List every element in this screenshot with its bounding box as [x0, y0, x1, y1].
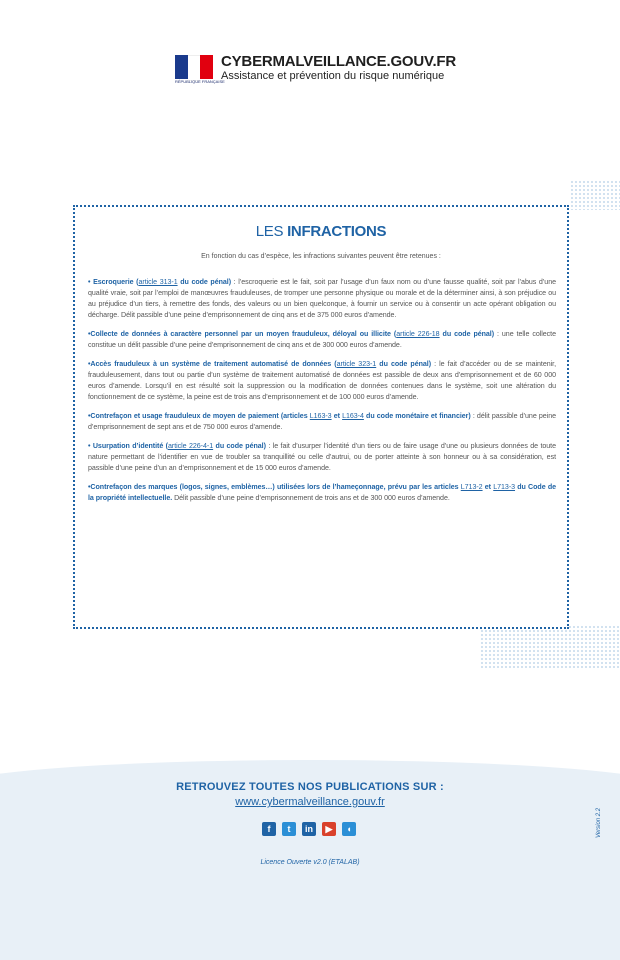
article-link[interactable]: L713-2 [460, 483, 483, 491]
entry-body: Délit passible d’une peine d’emprisonnement de trois ans et de 300 000 euros d’amende. [172, 494, 450, 502]
entry-lead: • Usurpation d’identité ( [88, 442, 168, 450]
entry-lead: •Accès frauduleux à un système de traitement automatisé de données ( [88, 360, 337, 368]
article-link[interactable]: article 313-1 [138, 278, 178, 286]
entries-list [88, 277, 556, 512]
version-label: Version 2.2 [596, 807, 602, 838]
marianne-logo [175, 55, 213, 79]
entry-lead-end: du code pénal) [213, 442, 266, 450]
title-bold: INFRACTIONS [287, 223, 387, 240]
republic-caption: RÉPUBLIQUE FRANÇAISE [175, 79, 225, 84]
entry-lead: •Contrefaçon et usage frauduleux de moyen de paiement (articles [88, 412, 310, 420]
box-title [75, 223, 567, 240]
entry-body: : le fait d’usurper l’identité d’un tiers ou de faire usage d’une ou plusieurs données de toute nature permettant de l’identifier en vue de troubler sa tranquillité ou celle d’autrui, ou de porter atteinte à son honneur ou à sa considération, est passible d’une peine d’un an d’emprisonnement et de 15 000 euros d’amende. [88, 442, 556, 472]
entry-lead: •Contrefaçon des marques (logos, signes, emblèmes…) utilisées lors de l’hameçonnage, prévu par les articles [88, 483, 461, 491]
infractions-box [73, 205, 569, 629]
social-links [262, 822, 356, 836]
facebook-icon[interactable]: f [262, 822, 276, 836]
entry-lead-mid: et [331, 412, 343, 420]
article-link[interactable]: L163-3 [309, 412, 332, 420]
brand-name: CYBERMALVEILLANCE.GOUV.FR [221, 53, 457, 70]
brand-tagline: Assistance et prévention du risque numérique [221, 70, 445, 82]
entry-escroquerie [88, 277, 556, 321]
site-header [175, 53, 475, 85]
entry-lead-end: du Code de la propriété intellectuelle. [88, 483, 556, 502]
article-link[interactable]: article 323-1 [336, 360, 377, 368]
entry-body: : délit passible d’une peine d’emprisonnement de sept ans et de 750 000 euros d’amende. [88, 412, 556, 431]
entry-lead-end: du code monétaire et financier) [363, 412, 471, 420]
entry-lead: • Escroquerie ( [88, 278, 139, 286]
dot-pattern [570, 180, 620, 210]
twitter-icon[interactable]: t [282, 822, 296, 836]
article-link[interactable]: article 226-18 [396, 330, 440, 338]
article-link[interactable]: L163-4 [342, 412, 364, 420]
linkedin-icon[interactable]: in [302, 822, 316, 836]
entry-body: : l’escroquerie est le fait, soit par l’usage d’un faux nom ou d’une fausse qualité, soit par l’abus d’une qualité vraie, soit par l’emploi de manœuvres frauduleuses, de tromper une personne physique ou morale et de la déterminer ainsi, à son préjudice ou au préjudice d’un tiers, à remettre des fonds, des valeurs ou un bien quelconque, à fournir un service ou à consentir un acte opérant obligation ou décharge. Délit passible d’une peine d’emprisonnement de cinq ans et de 375 000 euros d’amende. [88, 278, 556, 319]
entry-body: : le fait d’accéder ou de se maintenir, frauduleusement, dans tout ou partie d’un système de traitement automatisé de données est passible de deux ans d’emprisonnement et de 60 000 euros d’amende. Lorsqu’il en est résulté soit la suppression ou la modification de données contenues dans le système, soit une altération du fonctionnement de ce système, la peine est de trois ans d’emprisonnement et de 100 000 euros d’amende. [88, 360, 556, 401]
rss-icon[interactable]: ◖ [342, 822, 356, 836]
entry-lead-end: du code pénal) [439, 330, 495, 338]
entry-body: : une telle collecte constitue un délit passible d’une peine d’emprisonnement de cinq ans et de 300 000 euros d’amende. [88, 330, 556, 349]
box-intro: En fonction du cas d’espèce, les infractions suivantes peuvent être retenues : [201, 253, 441, 260]
title-light: LES [255, 223, 288, 240]
entry-usurpation [88, 441, 556, 474]
dot-pattern [480, 625, 620, 670]
entry-lead-end: du code pénal) [376, 360, 432, 368]
footer-title: RETROUVEZ TOUTES NOS PUBLICATIONS SUR : [176, 781, 444, 793]
entry-lead-mid: et [482, 483, 494, 491]
entry-lead-end: du code pénal) [177, 278, 232, 286]
entry-lead: •Collecte de données à caractère personnel par un moyen frauduleux, déloyal ou illicite ( [88, 330, 397, 338]
entry-collecte [88, 329, 556, 351]
licence-text: Licence Ouverte v2.0 (ETALAB) [260, 859, 360, 866]
youtube-icon[interactable]: ▶ [322, 822, 336, 836]
article-link[interactable]: L713-3 [493, 483, 516, 491]
article-link[interactable]: article 226-4-1 [168, 442, 214, 450]
entry-acces-frauduleux [88, 359, 556, 403]
entry-contrefacon-marques [88, 482, 556, 504]
website-link[interactable]: www.cybermalveillance.gouv.fr [235, 796, 385, 808]
entry-contrefacon-paiement [88, 411, 556, 433]
